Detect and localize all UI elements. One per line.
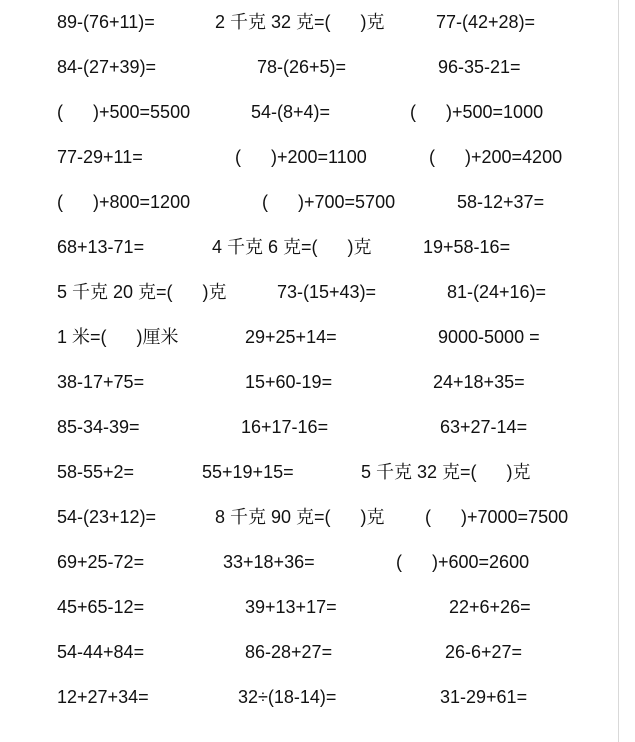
- page-edge-rule: [618, 0, 619, 742]
- problem-row-12: [0, 502, 618, 532]
- problem: 78-(26+5)=: [257, 57, 347, 77]
- problem: 29+25+14=: [245, 327, 337, 347]
- problem: 5 千克 20 克=( )克: [57, 282, 227, 302]
- problem-row-8: [0, 322, 618, 352]
- problem: ( )+800=1200: [57, 192, 191, 212]
- problem: 85-34-39=: [57, 417, 140, 437]
- problem: 32÷(18-14)=: [238, 687, 337, 707]
- problem: ( )+7000=7500: [425, 507, 569, 527]
- problem: ( )+200=4200: [429, 147, 563, 167]
- problem: 77-29+11=: [57, 147, 143, 167]
- problem: 55+19+15=: [202, 462, 294, 482]
- problem: 58-12+37=: [457, 192, 545, 212]
- problem: 2 千克 32 克=( )克: [215, 12, 385, 32]
- problem: ( )+700=5700: [262, 192, 396, 212]
- problem: ( )+600=2600: [396, 552, 530, 572]
- problem: 26-6+27=: [445, 642, 523, 662]
- problem: 31-29+61=: [440, 687, 528, 707]
- problem: 38-17+75=: [57, 372, 145, 392]
- problem-row-5: [0, 187, 618, 217]
- problem: 19+58-16=: [423, 237, 511, 257]
- problem: 68+13-71=: [57, 237, 145, 257]
- problem: 1 米=( )厘米: [57, 327, 179, 347]
- problem: 16+17-16=: [241, 417, 329, 437]
- problem: 4 千克 6 克=( )克: [212, 237, 372, 257]
- problem: 33+18+36=: [223, 552, 315, 572]
- problem: 84-(27+39)=: [57, 57, 157, 77]
- problem: 77-(42+28)=: [436, 12, 536, 32]
- problem: 39+13+17=: [245, 597, 337, 617]
- problem: 96-35-21=: [438, 57, 521, 77]
- problem: 22+6+26=: [449, 597, 531, 617]
- problem-row-4: [0, 142, 618, 172]
- problem-row-15: [0, 637, 618, 667]
- problem: 5 千克 32 克=( )克: [361, 462, 531, 482]
- problem-row-6: [0, 232, 618, 262]
- problem: ( )+500=5500: [57, 102, 191, 122]
- problem-row-13: [0, 547, 618, 577]
- problem-row-10: [0, 412, 618, 442]
- problem-row-7: [0, 277, 618, 307]
- problem: 9000-5000 =: [438, 327, 540, 347]
- problem: 89-(76+11)=: [57, 12, 155, 32]
- problem: ( )+200=1100: [235, 147, 367, 167]
- problem: 45+65-12=: [57, 597, 145, 617]
- problem-row-2: [0, 52, 618, 82]
- problem: 54-(8+4)=: [251, 102, 331, 122]
- problem-row-14: [0, 592, 618, 622]
- problem: 8 千克 90 克=( )克: [215, 507, 385, 527]
- problem: 15+60-19=: [245, 372, 333, 392]
- problem-row-11: [0, 457, 618, 487]
- problem: 54-(23+12)=: [57, 507, 157, 527]
- problem: 73-(15+43)=: [277, 282, 377, 302]
- problem-row-1: [0, 7, 618, 37]
- problem: 54-44+84=: [57, 642, 145, 662]
- problem-row-3: [0, 97, 618, 127]
- problem: 24+18+35=: [433, 372, 525, 392]
- problem: 69+25-72=: [57, 552, 145, 572]
- problem-row-16: [0, 682, 618, 712]
- problem: 81-(24+16)=: [447, 282, 547, 302]
- problem: 58-55+2=: [57, 462, 135, 482]
- problem: ( )+500=1000: [410, 102, 544, 122]
- problem: 86-28+27=: [245, 642, 333, 662]
- problem-row-9: [0, 367, 618, 397]
- problem: 63+27-14=: [440, 417, 528, 437]
- problem: 12+27+34=: [57, 687, 149, 707]
